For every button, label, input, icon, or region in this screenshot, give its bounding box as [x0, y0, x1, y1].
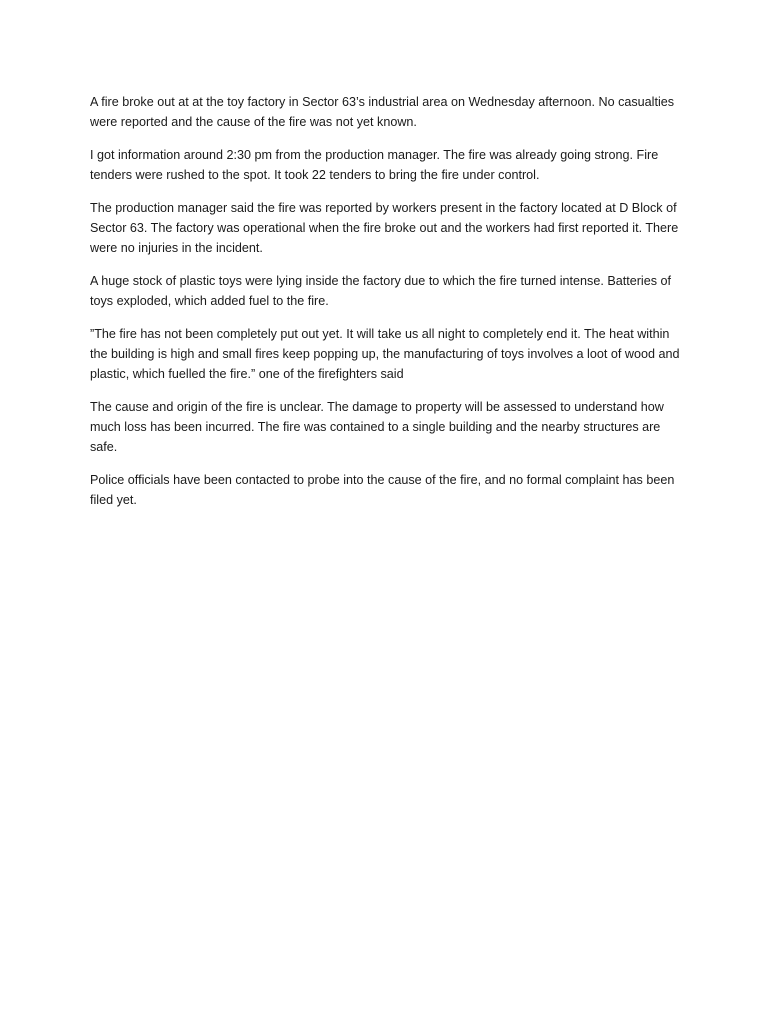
- paragraph-7: Police officials have been contacted to probe into the cause of the fire, and no formal complaint has been filed yet.: [90, 473, 675, 507]
- paragraph-5: ”The fire has not been completely put out yet. It will take us all night to completely end it. The heat within the building is high and small fires keep popping up, the manufacturing of toys involves a loot of wood and plastic, which fuelled the fire.” one of the firefighters said: [90, 327, 680, 381]
- paragraph-1: A fire broke out at at the toy factory in Sector 63’s industrial area on Wednesday afternoon. No casualties were reported and the cause of the fire was not yet known.: [90, 95, 675, 129]
- document-body: [90, 92, 682, 523]
- paragraph-3: The production manager said the fire was reported by workers present in the factory located at D Block of Sector 63. The factory was operational when the fire broke out and the workers had first reported it. There were no injuries in the incident.: [90, 201, 679, 255]
- paragraph-4: A huge stock of plastic toys were lying inside the factory due to which the fire turned intense. Batteries of toys exploded, which added fuel to the fire.: [90, 274, 672, 308]
- paragraph-6: The cause and origin of the fire is unclear. The damage to property will be assessed to understand how much loss has been incurred. The fire was contained to a single building and the nearby structures are safe.: [90, 400, 664, 454]
- paragraph-2: I got information around 2:30 pm from the production manager. The fire was already going strong. Fire tenders were rushed to the spot. It took 22 tenders to bring the fire under control.: [90, 148, 659, 182]
